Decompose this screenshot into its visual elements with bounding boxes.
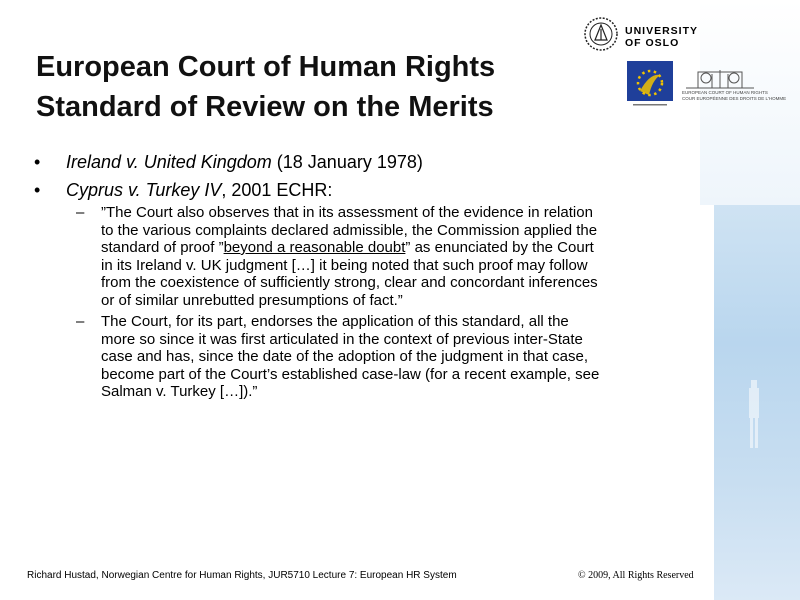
quote-item-2: [76, 313, 706, 401]
quote-item-1: [76, 204, 706, 309]
echr-caption-line-1: EUROPEAN COURT OF HUMAN RIGHTS: [682, 90, 768, 95]
quote-2-line-2: more so since it was first articulated in the context of previous inter-State: [101, 330, 583, 348]
bullet-icon: •: [34, 180, 41, 200]
case-name-cyprus: Cyprus v. Turkey IV: [66, 180, 222, 200]
quote-1-line-5: from the coexistence of sufficiently strong, clear and concordant inferences: [101, 274, 598, 291]
bullet-item-ireland: [34, 148, 714, 176]
quote-1-line-4: in its Ireland v. UK judgment […] it being noted that such proof may follow: [101, 256, 588, 274]
quote-1-line-6: or of similar unrebutted presumptions of fact.”: [101, 291, 403, 309]
case-name-ireland: Ireland v. United Kingdom: [66, 152, 272, 172]
quote-1-line-3-end: ” as enunciated by the Court: [405, 239, 594, 256]
case-detail-cyprus: , 2001 ECHR:: [221, 180, 333, 200]
quote-1-line-1: ”The Court also observes that in its assessment of the evidence in relation: [101, 204, 593, 221]
quote-2-line-4: become part of the Court’s established case-law (for a recent example, see: [101, 365, 600, 383]
slide-title-line-1: European Court of Human Rights: [36, 51, 496, 83]
statue-silhouette-icon: [744, 380, 764, 450]
quote-1-line-3: [101, 239, 706, 257]
slide-title: [36, 47, 495, 127]
slide-title-line-2: Standard of Review on the Merits: [36, 91, 494, 123]
echr-caption-line-2: COUR EUROPÉENNE DES DROITS DE L'HOMME: [682, 95, 787, 101]
university-of-oslo-logo: [583, 16, 703, 56]
bullet-list: [34, 148, 714, 204]
echr-logo: [682, 66, 787, 108]
echr-building-icon: [682, 66, 758, 90]
quote-2-line-1: The Court, for its part, endorses the application of this standard, all the: [101, 313, 569, 330]
quote-1-line-3-start: standard of proof ”: [101, 239, 224, 256]
footer-copyright: © 2009, All Rights Reserved: [578, 570, 694, 581]
uio-seal-icon: [583, 16, 619, 52]
bullet-item-cyprus: [34, 176, 714, 204]
bullet-icon: •: [34, 152, 41, 172]
footer-author: Richard Hustad, Norwegian Centre for Human Rights, JUR5710 Lecture 7: European HR System: [27, 570, 457, 581]
reasonable-doubt-phrase: beyond a reasonable doubt: [223, 239, 406, 256]
uio-name-line-1: UNIVERSITY: [625, 25, 699, 37]
quote-1-line-2: to the various complaints declared admissible, the Commission applied the: [101, 221, 598, 239]
quote-2-line-5: Salman v. Turkey […]).”: [101, 383, 258, 400]
dash-icon: –: [76, 204, 85, 221]
uio-name-line-2: OF OSLO: [625, 37, 680, 49]
dash-icon: –: [76, 313, 85, 330]
case-detail-ireland: (18 January 1978): [271, 152, 423, 172]
quote-list: [76, 204, 706, 405]
quote-2-line-3: case and has, since the date of the adoption of the judgment in that case,: [101, 348, 589, 365]
council-of-europe-flag-icon: [627, 61, 673, 109]
